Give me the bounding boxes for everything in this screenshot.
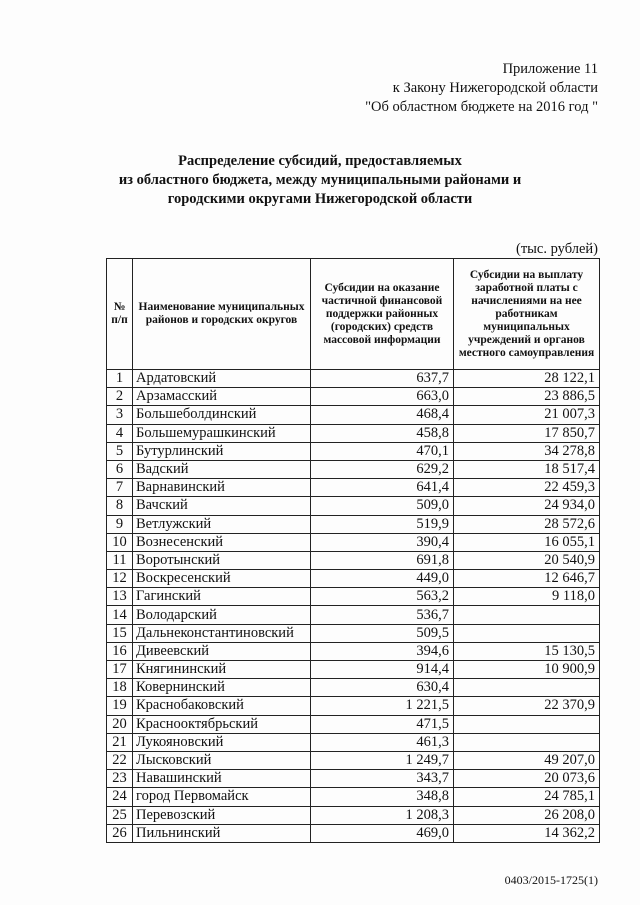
- table-row: [107, 824, 600, 842]
- table-row: [107, 588, 600, 606]
- table-row: [107, 497, 600, 515]
- row-name: Варнавинский: [133, 479, 311, 497]
- row-number: 16: [107, 642, 133, 660]
- row-media-subsidy: 449,0: [311, 570, 454, 588]
- row-number: 14: [107, 606, 133, 624]
- row-media-subsidy: 470,1: [311, 442, 454, 460]
- row-number: 12: [107, 570, 133, 588]
- row-salary-subsidy: 24 785,1: [454, 788, 600, 806]
- table-row: [107, 751, 600, 769]
- appendix-header: [365, 60, 598, 117]
- row-media-subsidy: 691,8: [311, 551, 454, 569]
- row-salary-subsidy: 20 540,9: [454, 551, 600, 569]
- table-row: [107, 606, 600, 624]
- row-name: Княгининский: [133, 661, 311, 679]
- row-number: 25: [107, 806, 133, 824]
- row-media-subsidy: 509,5: [311, 624, 454, 642]
- table-row: [107, 442, 600, 460]
- table-row: [107, 679, 600, 697]
- row-number: 10: [107, 533, 133, 551]
- row-media-subsidy: 461,3: [311, 733, 454, 751]
- header-salary-subsidy: Субсидии на выплату заработной платы с начислениями на нее работникам муниципальных учреждений и органов местного самоуправления: [454, 259, 600, 370]
- table-row: [107, 479, 600, 497]
- row-number: 20: [107, 715, 133, 733]
- row-media-subsidy: 468,4: [311, 406, 454, 424]
- row-number: 7: [107, 479, 133, 497]
- row-media-subsidy: 509,0: [311, 497, 454, 515]
- row-number: 8: [107, 497, 133, 515]
- row-salary-subsidy: 15 130,5: [454, 642, 600, 660]
- appendix-line-1: Приложение 11: [502, 61, 598, 77]
- table-row: [107, 661, 600, 679]
- row-salary-subsidy: 23 886,5: [454, 388, 600, 406]
- row-media-subsidy: 637,7: [311, 370, 454, 388]
- row-name: Лукояновский: [133, 733, 311, 751]
- table-row: [107, 788, 600, 806]
- row-media-subsidy: 629,2: [311, 460, 454, 478]
- document-code: 0403/2015-1725(1): [504, 873, 598, 887]
- row-number: 17: [107, 661, 133, 679]
- title-line-2: из областного бюджета, между муниципальными районами и: [118, 172, 522, 188]
- row-name: Вачский: [133, 497, 311, 515]
- table-row: [107, 370, 600, 388]
- title-line-1: Распределение субсидий, предоставляемых: [178, 153, 462, 169]
- table-row: [107, 715, 600, 733]
- row-salary-subsidy: 14 362,2: [454, 824, 600, 842]
- row-number: 13: [107, 588, 133, 606]
- row-name: Навашинский: [133, 770, 311, 788]
- title-line-3: городскими округами Нижегородской области: [167, 191, 473, 207]
- table-row: [107, 806, 600, 824]
- row-media-subsidy: 471,5: [311, 715, 454, 733]
- row-salary-subsidy: 26 208,0: [454, 806, 600, 824]
- row-salary-subsidy: 9 118,0: [454, 588, 600, 606]
- row-number: 5: [107, 442, 133, 460]
- row-name: Арзамасский: [133, 388, 311, 406]
- row-salary-subsidy: 21 007,3: [454, 406, 600, 424]
- row-number: 6: [107, 460, 133, 478]
- row-number: 1: [107, 370, 133, 388]
- row-name: Большеболдинский: [133, 406, 311, 424]
- row-media-subsidy: 663,0: [311, 388, 454, 406]
- row-number: 18: [107, 679, 133, 697]
- row-name: Ветлужский: [133, 515, 311, 533]
- row-name: Дальнеконстантиновский: [133, 624, 311, 642]
- header-name: Наименование муниципальных районов и городских округов: [133, 259, 311, 370]
- row-salary-subsidy: 22 370,9: [454, 697, 600, 715]
- row-media-subsidy: 343,7: [311, 770, 454, 788]
- appendix-line-2: к Закону Нижегородской области: [392, 80, 598, 96]
- row-number: 23: [107, 770, 133, 788]
- row-name: Ковернинский: [133, 679, 311, 697]
- row-name: Дивеевский: [133, 642, 311, 660]
- row-media-subsidy: 458,8: [311, 424, 454, 442]
- row-salary-subsidy: [454, 624, 600, 642]
- row-number: 2: [107, 388, 133, 406]
- row-number: 19: [107, 697, 133, 715]
- row-salary-subsidy: 16 055,1: [454, 533, 600, 551]
- row-media-subsidy: 563,2: [311, 588, 454, 606]
- header-number: № п/п: [107, 259, 133, 370]
- row-name: Володарский: [133, 606, 311, 624]
- row-salary-subsidy: 34 278,8: [454, 442, 600, 460]
- row-salary-subsidy: 17 850,7: [454, 424, 600, 442]
- table-row: [107, 533, 600, 551]
- row-salary-subsidy: 20 073,6: [454, 770, 600, 788]
- header-media-subsidy: Субсидии на оказание частичной финансовой поддержки районных (городских) средств массовой информации: [311, 259, 454, 370]
- table-row: [107, 551, 600, 569]
- row-media-subsidy: 1 208,3: [311, 806, 454, 824]
- table-row: [107, 388, 600, 406]
- row-name: Гагинский: [133, 588, 311, 606]
- row-salary-subsidy: [454, 715, 600, 733]
- table-row: [107, 424, 600, 442]
- row-number: 26: [107, 824, 133, 842]
- row-number: 9: [107, 515, 133, 533]
- row-salary-subsidy: 22 459,3: [454, 479, 600, 497]
- row-media-subsidy: 641,4: [311, 479, 454, 497]
- row-number: 11: [107, 551, 133, 569]
- row-number: 21: [107, 733, 133, 751]
- row-salary-subsidy: 28 122,1: [454, 370, 600, 388]
- row-media-subsidy: 1 221,5: [311, 697, 454, 715]
- row-number: 24: [107, 788, 133, 806]
- table-row: [107, 570, 600, 588]
- row-media-subsidy: 914,4: [311, 661, 454, 679]
- row-salary-subsidy: 28 572,6: [454, 515, 600, 533]
- table-row: [107, 624, 600, 642]
- row-number: 3: [107, 406, 133, 424]
- table-row: [107, 406, 600, 424]
- row-media-subsidy: 348,8: [311, 788, 454, 806]
- row-number: 4: [107, 424, 133, 442]
- row-salary-subsidy: [454, 733, 600, 751]
- row-salary-subsidy: [454, 606, 600, 624]
- table-row: [107, 733, 600, 751]
- row-name: Бутурлинский: [133, 442, 311, 460]
- appendix-line-3: "Об областном бюджете на 2016 год ": [365, 99, 598, 115]
- row-name: Вадский: [133, 460, 311, 478]
- row-name: Большемурашкинский: [133, 424, 311, 442]
- row-media-subsidy: 1 249,7: [311, 751, 454, 769]
- row-media-subsidy: 390,4: [311, 533, 454, 551]
- table-body: [107, 370, 600, 843]
- row-salary-subsidy: [454, 679, 600, 697]
- row-salary-subsidy: 24 934,0: [454, 497, 600, 515]
- row-name: Пильнинский: [133, 824, 311, 842]
- row-media-subsidy: 536,7: [311, 606, 454, 624]
- document-title: [0, 152, 640, 209]
- row-salary-subsidy: 49 207,0: [454, 751, 600, 769]
- row-name: Воротынский: [133, 551, 311, 569]
- table-row: [107, 642, 600, 660]
- units-label: (тыс. рублей): [516, 241, 598, 257]
- row-name: Краснобаковский: [133, 697, 311, 715]
- row-name: Краснооктябрьский: [133, 715, 311, 733]
- row-number: 22: [107, 751, 133, 769]
- row-name: Лысковский: [133, 751, 311, 769]
- table-header-row: [107, 259, 600, 370]
- row-salary-subsidy: 12 646,7: [454, 570, 600, 588]
- subsidy-table: [106, 258, 600, 843]
- table-row: [107, 460, 600, 478]
- table-row: [107, 770, 600, 788]
- row-name: Ардатовский: [133, 370, 311, 388]
- row-media-subsidy: 394,6: [311, 642, 454, 660]
- row-salary-subsidy: 10 900,9: [454, 661, 600, 679]
- table-row: [107, 697, 600, 715]
- row-media-subsidy: 519,9: [311, 515, 454, 533]
- row-media-subsidy: 630,4: [311, 679, 454, 697]
- row-name: город Первомайск: [133, 788, 311, 806]
- row-name: Перевозский: [133, 806, 311, 824]
- row-number: 15: [107, 624, 133, 642]
- row-media-subsidy: 469,0: [311, 824, 454, 842]
- row-name: Вознесенский: [133, 533, 311, 551]
- row-salary-subsidy: 18 517,4: [454, 460, 600, 478]
- row-name: Воскресенский: [133, 570, 311, 588]
- table-row: [107, 515, 600, 533]
